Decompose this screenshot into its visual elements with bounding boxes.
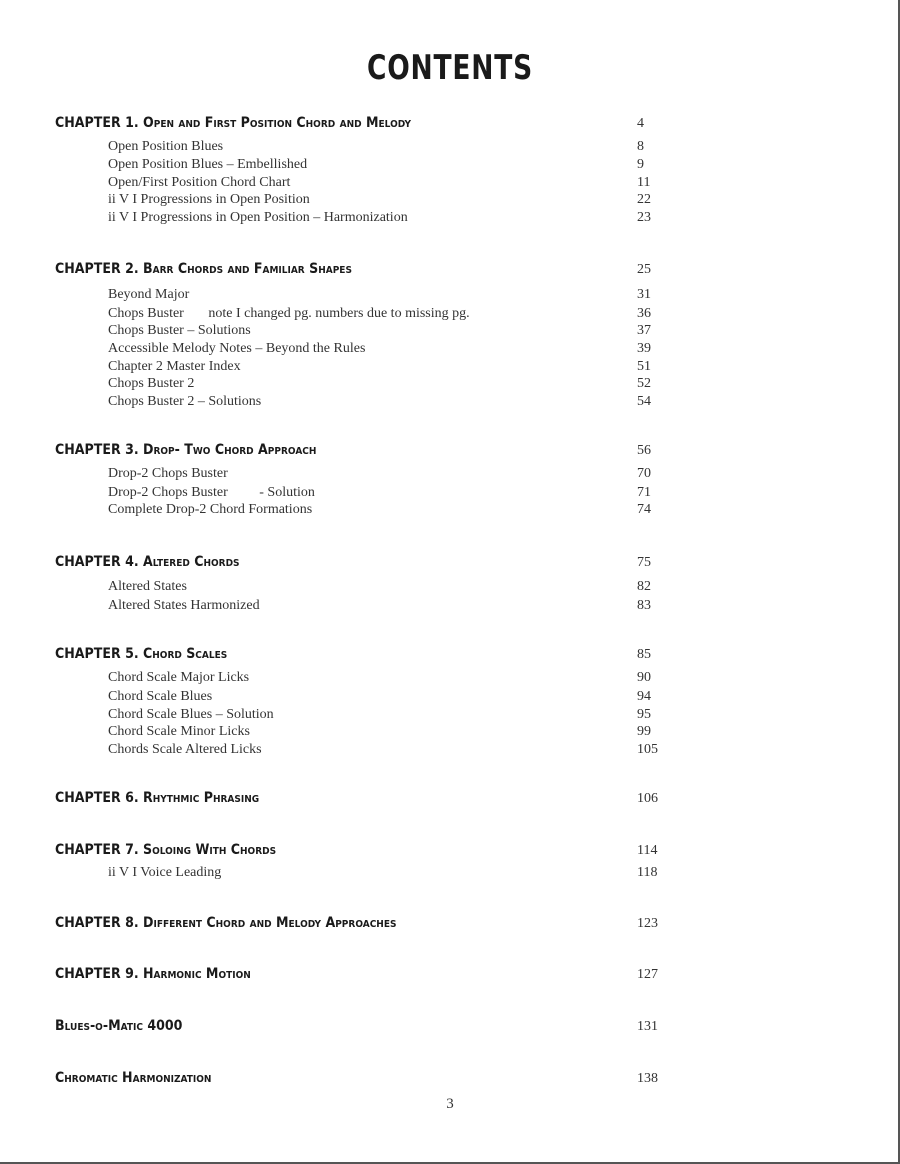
toc-entry: ii V I Progressions in Open Position xyxy=(108,192,310,207)
toc-page-number: 54 xyxy=(637,394,651,409)
toc-heading: CHAPTER 2. Barr Chords and Familiar Shapes xyxy=(55,261,352,277)
page-title: CONTENTS xyxy=(366,48,534,88)
toc-page-number: 114 xyxy=(637,843,658,858)
toc-entry: Chops Buster 2 xyxy=(108,376,195,391)
toc-entry: Drop-2 Chops Buster xyxy=(108,466,228,481)
toc-entry: Chops Buster note I changed pg. numbers due to missing pg. xyxy=(108,306,470,321)
page-number: 3 xyxy=(446,1096,454,1112)
toc-heading: Chromatic Harmonization xyxy=(55,1070,212,1086)
toc-page-number: 37 xyxy=(637,323,651,338)
toc-entry: Chapter 2 Master Index xyxy=(108,359,241,374)
toc-page-number: 52 xyxy=(637,376,651,391)
toc-page-number: 131 xyxy=(637,1019,658,1034)
toc-entry: Chops Buster – Solutions xyxy=(108,323,251,338)
toc-page-number: 123 xyxy=(637,916,658,931)
toc-entry: Altered States xyxy=(108,579,187,594)
toc-entry: Chord Scale Major Licks xyxy=(108,670,250,685)
toc-page-number: 9 xyxy=(637,157,644,172)
toc-entry: Accessible Melody Notes – Beyond the Rules xyxy=(108,341,366,356)
toc-heading: CHAPTER 3. Drop- Two Chord Approach xyxy=(55,442,317,458)
toc-heading: CHAPTER 4. Altered Chords xyxy=(55,554,240,570)
toc-page-number: 36 xyxy=(637,306,651,321)
toc-page-number: 118 xyxy=(637,865,658,880)
toc-entry: Open Position Blues – Embellished xyxy=(108,157,308,172)
toc-heading: CHAPTER 8. Different Chord and Melody Approaches xyxy=(55,915,397,931)
toc-heading: CHAPTER 5. Chord Scales xyxy=(55,646,228,662)
toc-page-number: 90 xyxy=(637,670,651,685)
toc-heading: CHAPTER 6. Rhythmic Phrasing xyxy=(55,790,260,806)
toc-entry: Complete Drop-2 Chord Formations xyxy=(108,502,313,517)
toc-page-number: 105 xyxy=(637,742,658,757)
toc-page-number: 106 xyxy=(637,791,658,806)
toc-entry: Open/First Position Chord Chart xyxy=(108,175,291,190)
toc-page-number: 25 xyxy=(637,262,651,277)
toc-page-number: 70 xyxy=(637,466,651,481)
toc-page-number: 8 xyxy=(637,139,644,154)
toc-page-number: 51 xyxy=(637,359,651,374)
toc-entry: ii V I Voice Leading xyxy=(108,865,222,880)
toc-entry: ii V I Progressions in Open Position – Harmonization xyxy=(108,210,408,225)
toc-entry: Chord Scale Blues xyxy=(108,689,213,704)
toc-heading: CHAPTER 7. Soloing With Chords xyxy=(55,842,277,858)
toc-page-number: 31 xyxy=(637,287,651,302)
toc-entry: Altered States Harmonized xyxy=(108,598,260,613)
toc-page-number: 75 xyxy=(637,555,651,570)
toc-heading: Blues-o-Matic 4000 xyxy=(55,1018,183,1034)
toc-page-number: 99 xyxy=(637,724,651,739)
toc-page-number: 23 xyxy=(637,210,651,225)
toc-entry: Open Position Blues xyxy=(108,139,224,154)
toc-page-number: 83 xyxy=(637,598,651,613)
toc-page-number: 94 xyxy=(637,689,651,704)
toc-page-number: 56 xyxy=(637,443,651,458)
toc-page-number: 95 xyxy=(637,707,651,722)
toc-entry: Chord Scale Minor Licks xyxy=(108,724,250,739)
toc-page-number: 39 xyxy=(637,341,651,356)
toc-entry: Drop-2 Chops Buster - Solution xyxy=(108,485,315,500)
toc-page-number: 138 xyxy=(637,1071,658,1086)
toc-entry: Chops Buster 2 – Solutions xyxy=(108,394,262,409)
toc-page-number: 4 xyxy=(637,116,644,131)
toc-heading: CHAPTER 9. Harmonic Motion xyxy=(55,966,251,982)
toc-page-number: 11 xyxy=(637,175,651,190)
toc-page-number: 127 xyxy=(637,967,658,982)
toc-page-number: 22 xyxy=(637,192,651,207)
toc-page-number: 74 xyxy=(637,502,651,517)
toc-page-number: 82 xyxy=(637,579,651,594)
toc-page-number: 71 xyxy=(637,485,651,500)
toc-entry: Chord Scale Blues – Solution xyxy=(108,707,274,722)
toc-page-number: 85 xyxy=(637,647,651,662)
toc-entry: Chords Scale Altered Licks xyxy=(108,742,262,757)
toc-entry: Beyond Major xyxy=(108,287,190,302)
toc-heading: CHAPTER 1. Open and First Position Chord and Melody xyxy=(55,115,412,131)
